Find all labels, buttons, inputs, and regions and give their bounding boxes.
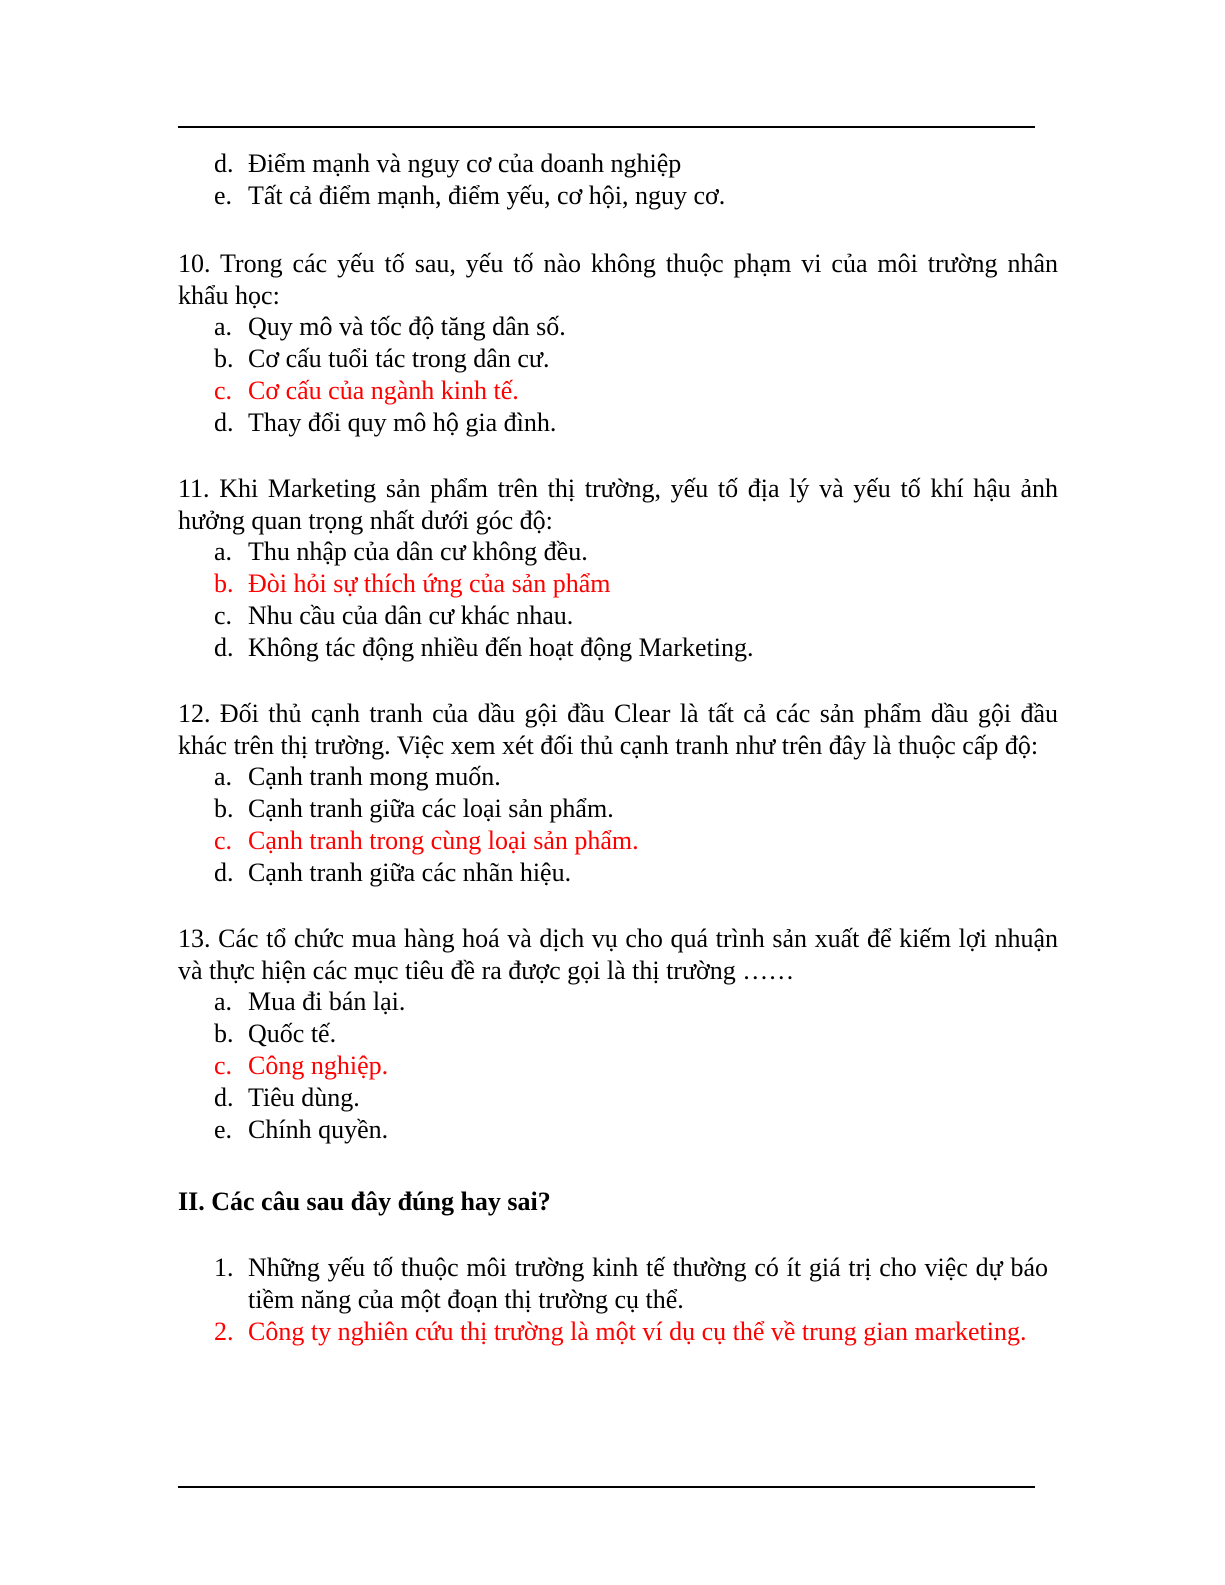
option-item: a. Thu nhập của dân cư không đều. <box>214 537 588 566</box>
option-item: d. Tiêu dùng. <box>214 1083 360 1112</box>
option-item: a. Quy mô và tốc độ tăng dân số. <box>214 312 566 341</box>
question-stem: 11. Khi Marketing sản phẩm trên thị trường, yếu tố địa lý và yếu tố khí hậu ảnh hưởng quan trọng nhất dưới góc độ: <box>178 474 1058 535</box>
option-item: d. Cạnh tranh giữa các nhãn hiệu. <box>214 858 572 887</box>
option-item: d. Thay đổi quy mô hộ gia đình. <box>214 408 557 437</box>
footer-rule <box>178 1486 1035 1488</box>
option-item: d. Không tác động nhiều đến hoạt động Marketing. <box>214 633 754 662</box>
option-item: a. Mua đi bán lại. <box>214 987 406 1016</box>
true-false-list <box>178 1252 1058 1348</box>
true-false-item: 1. Những yếu tố thuộc môi trường kinh tế thường có ít giá trị cho việc dự báo tiềm năng của một đoạn thị trường cụ thể. <box>214 1253 1048 1314</box>
option-item: b. Cạnh tranh giữa các loại sản phẩm. <box>214 794 614 823</box>
option-item: e. Tất cả điểm mạnh, điểm yếu, cơ hội, nguy cơ. <box>214 181 726 210</box>
option-item-correct: b. Đòi hỏi sự thích ứng của sản phẩm <box>214 569 611 598</box>
header-rule <box>178 126 1035 128</box>
option-item: d. Điểm mạnh và nguy cơ của doanh nghiệp <box>214 149 682 178</box>
true-false-item-correct: 2. Công ty nghiên cứu thị trường là một ví dụ cụ thể về trung gian marketing. <box>214 1317 1027 1346</box>
question-stem: 13. Các tổ chức mua hàng hoá và dịch vụ cho quá trình sản xuất để kiếm lợi nhuận và thực hiện các mục tiêu đề ra được gọi là thị trường …… <box>178 924 1058 985</box>
option-item-correct: c. Cơ cấu của ngành kinh tế. <box>214 376 519 405</box>
question-stem: 10. Trong các yếu tố sau, yếu tố nào không thuộc phạm vi của môi trường nhân khẩu học: <box>178 249 1058 310</box>
question-12 <box>178 698 1058 889</box>
option-item: c. Nhu cầu của dân cư khác nhau. <box>214 601 574 630</box>
question-10 <box>178 248 1058 439</box>
section-heading: II. Các câu sau đây đúng hay sai? <box>178 1187 551 1216</box>
option-item-correct: c. Cạnh tranh trong cùng loại sản phẩm. <box>214 826 639 855</box>
option-item: a. Cạnh tranh mong muốn. <box>214 762 501 791</box>
option-item-correct: c. Công nghiệp. <box>214 1051 389 1080</box>
prev-question-options <box>178 148 1058 212</box>
page-content <box>178 148 1058 1348</box>
question-stem: 12. Đối thủ cạnh tranh của dầu gội đầu Clear là tất cả các sản phẩm dầu gội đầu khác trên thị trường. Việc xem xét đối thủ cạnh tranh như trên đây là thuộc cấp độ: <box>178 699 1058 760</box>
question-13 <box>178 923 1058 1146</box>
question-11 <box>178 473 1058 664</box>
option-item: e. Chính quyền. <box>214 1115 389 1144</box>
option-item: b. Cơ cấu tuổi tác trong dân cư. <box>214 344 550 373</box>
option-item: b. Quốc tế. <box>214 1019 337 1048</box>
